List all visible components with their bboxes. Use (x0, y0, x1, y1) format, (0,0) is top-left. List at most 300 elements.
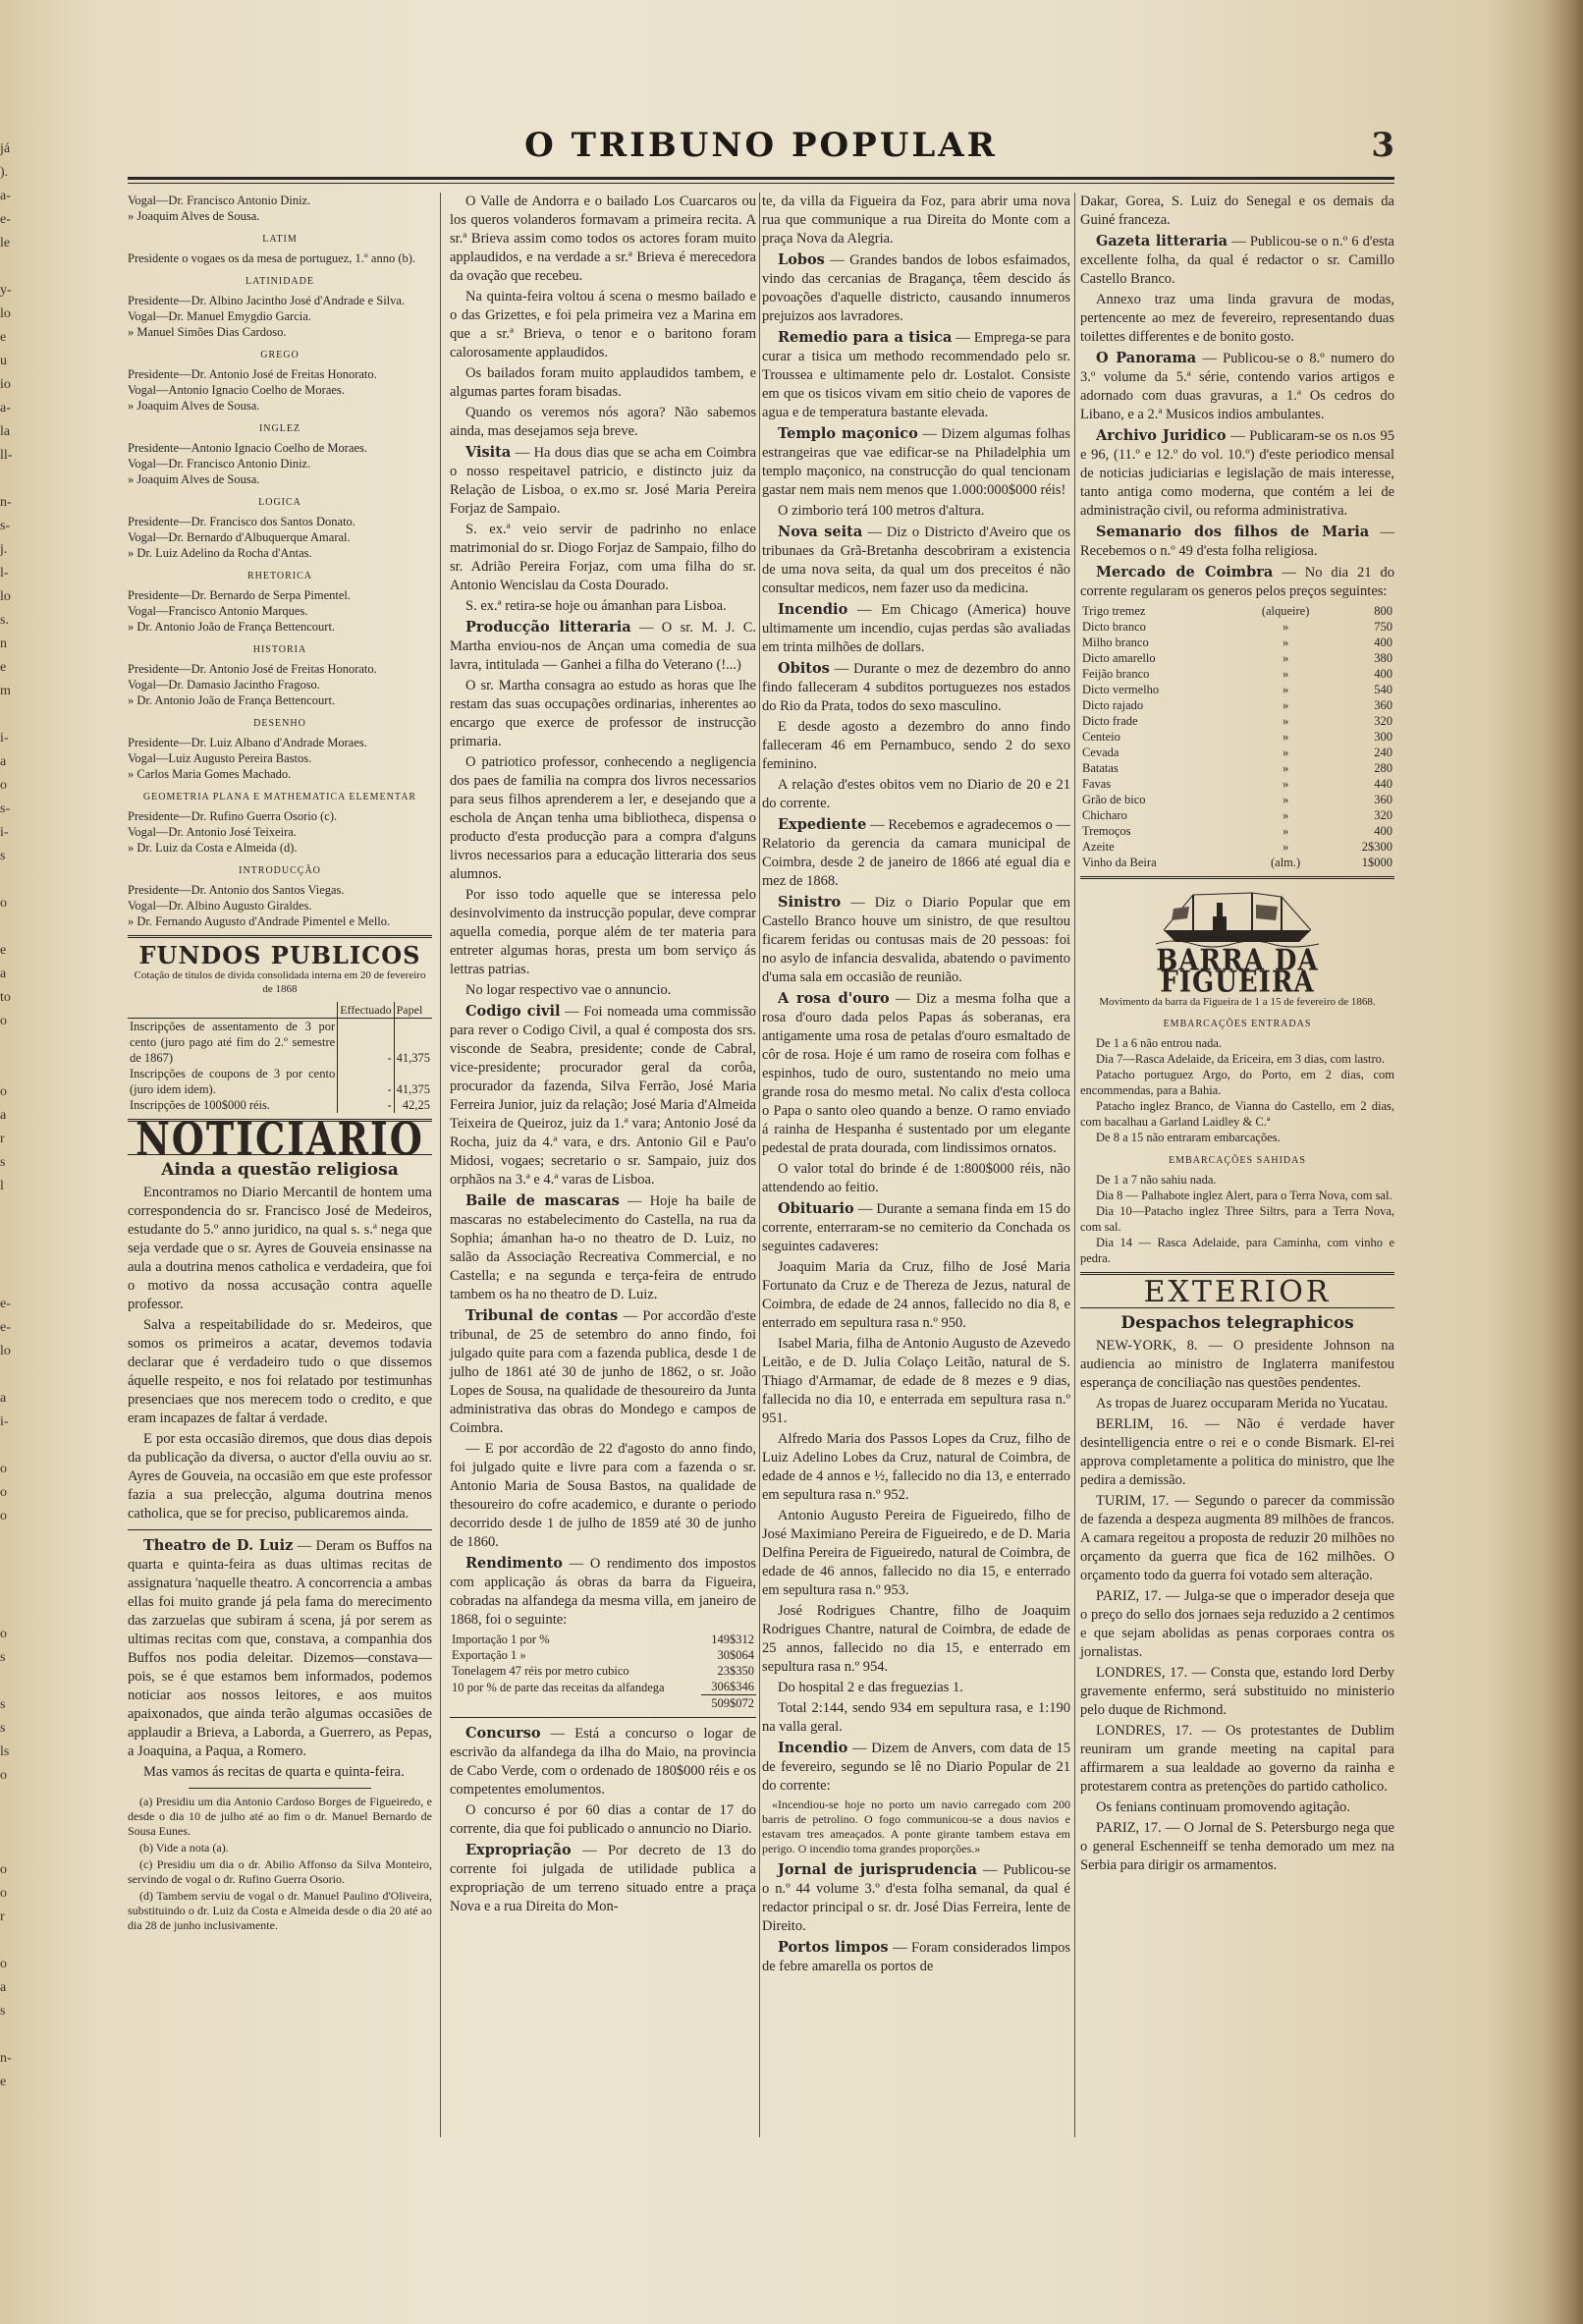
strip-fragment: lo (0, 1344, 11, 1358)
article-paragraph: Os bailados foram muito applaudidos tambem, e algumas partes foram bisadas. (450, 365, 756, 400)
table-row (128, 1066, 432, 1097)
section-label-inglez: INGLEZ (258, 423, 301, 434)
table-row (1080, 682, 1394, 697)
table-row (1080, 760, 1394, 776)
price-unit: » (1282, 746, 1289, 759)
table-row (1080, 697, 1394, 713)
telegram-paragraph: PARIZ, 17. — Julga-se que o imperador deseja que o preço do sello dos jornaes seja reduzido a 2 centimos e que sejam abolidas as penas corporaes contra os jornalistas. (1080, 1588, 1394, 1660)
price-price: 360 (1374, 793, 1392, 806)
strip-fragment: a (0, 1391, 7, 1406)
article-heading: A rosa d'ouro (778, 990, 890, 1007)
article-paragraph (1080, 563, 1394, 601)
strip-fragment: i- (0, 1414, 9, 1429)
column-4 (1080, 193, 1394, 2157)
article-heading: Obituario (778, 1200, 854, 1217)
article-text: — Foram considerados limpos de febre amarella os portos de (762, 1940, 1070, 1974)
price-unit: » (1282, 840, 1289, 854)
strip-fragment: u (0, 354, 7, 368)
article-text: — Publicou-se o n.º 44 volume 3.º d'esta folha semanal, da qual é redactor principal o sr. dr. José Dias Ferreira, lente de Direito. (762, 1862, 1071, 1934)
section-label-rhetorica: RHETORICA (246, 571, 313, 581)
jury-line: Presidente—Dr. Albino Jacintho José d'Andrade e Silva. (128, 294, 406, 307)
article-paragraph (762, 893, 1070, 987)
article-paragraph (762, 815, 1070, 891)
strip-fragment: s- (0, 802, 11, 816)
strip-fragment: r (0, 1132, 5, 1146)
table-row (450, 1679, 756, 1695)
strip-fragment: n (0, 636, 7, 651)
price-unit: » (1282, 730, 1289, 744)
strip-fragment: já (0, 141, 11, 156)
article-paragraph: O sr. Martha consagra ao estudo as horas que lhe restam das suas occupações ordinarias, inherentes ao encargo que exerce de professor de instrucção primaria. (450, 678, 756, 749)
list-item: Dia 7—Rasca Adelaide, da Ericeira, em 3 dias, com lastro. (1096, 1052, 1385, 1066)
article-paragraph: Na quinta-feira voltou á scena o mesmo bailado e o das Grizettes, e foi pela primeira vez a Marina em que a sr.ª Brieva, o tenor e o baritono foram calorosamente applaudidos. (450, 289, 756, 360)
fundos-subtitle: Cotação de titulos de divida consolidada interna em 20 de fevereiro de 1868 (134, 969, 426, 995)
table-row (1080, 776, 1394, 792)
jury-line: Vogal—Dr. Antonio José Teixeira. (128, 825, 297, 839)
telegram-paragraph: LONDRES, 17. — Os protestantes de Dublim reuniram um grande meeting na capital para affirmarem a sua lealdade ao governo da rainha e protestarem contra as pretenções do partido catholico. (1080, 1723, 1394, 1795)
article-paragraph: Total 2:144, sendo 934 em sepultura rasa, e 1:190 na valla geral. (762, 1700, 1070, 1735)
strip-fragment: e- (0, 1297, 11, 1311)
jury-line: Presidente—Dr. Luiz Albano d'Andrade Moraes. (128, 736, 367, 749)
table-row (1080, 635, 1394, 650)
telegram-paragraph: BERLIM, 16. — Não é verdade haver desintelligencia entre o rei e o conde Bismark. El-rei approva completamente a politica do ministro, que lhe pedira a demissão. (1080, 1416, 1394, 1488)
article-heading: Archivo Juridico (1096, 427, 1227, 444)
jury-line: Presidente—Dr. Bernardo de Serpa Pimentel. (128, 588, 352, 602)
strip-fragment (0, 1198, 22, 1222)
table-row (1080, 745, 1394, 760)
divider (189, 1788, 371, 1789)
article-heading: Incendio (778, 601, 848, 618)
price-price: 440 (1374, 777, 1392, 791)
article-paragraph: te, da villa da Figueira da Foz, para abrir uma nova rua que communique a rua Direita do Monte com a praça Nova da Alegria. (762, 194, 1070, 247)
price-price: 300 (1374, 730, 1392, 744)
strip-fragment: r (0, 1909, 5, 1924)
article-paragraph: Mas vamos ás recitas de quarta e quinta-feira. (143, 1764, 405, 1780)
article-paragraph (762, 1938, 1070, 1976)
ornament-rule (128, 935, 432, 938)
price-price: 320 (1374, 808, 1392, 822)
row-label: Inscripções de coupons de 3 por cento (juro idem idem). (130, 1067, 336, 1096)
jury-line: Vogal—Francisco Antonio Marques. (128, 604, 308, 618)
article-paragraph (1080, 523, 1394, 561)
price-item: Dicto branco (1082, 620, 1146, 634)
row-eff: - (338, 1066, 394, 1097)
price-item: Favas (1082, 777, 1112, 791)
article-paragraph (450, 1724, 756, 1799)
strip-fragment: l- (0, 566, 9, 581)
sahidas-label: EMBARCAÇÕES SAHIDAS (1169, 1155, 1306, 1166)
price-item: Dicto frade (1082, 714, 1138, 728)
jury-line: Vogal—Dr. Francisco Antonio Diniz. (128, 457, 311, 470)
footnote: (a) Presidiu um dia Antonio Cardoso Borges de Figueiredo, e desde o dia 10 de julho até ao fim o dr. Manuel Bernardo de Sousa Eunes. (128, 1795, 432, 1838)
price-price: 400 (1374, 824, 1392, 838)
strip-fragment (0, 1599, 22, 1623)
article-paragraph (1080, 232, 1394, 289)
strip-fragment (0, 1835, 22, 1858)
article-paragraph (450, 618, 756, 675)
article-heading: Nova seita (778, 524, 863, 540)
article-heading: O Panorama (1096, 350, 1197, 366)
article-paragraph (762, 600, 1070, 657)
list-item: De 8 a 15 não entraram embarcações. (1096, 1131, 1281, 1144)
column-3 (762, 193, 1070, 2157)
row-value: 306$346 (701, 1679, 756, 1695)
article-heading: Concurso (465, 1725, 541, 1742)
article-paragraph (450, 443, 756, 519)
strip-fragment: e- (0, 212, 11, 227)
table-row-total (450, 1695, 756, 1712)
strip-fragment: lo (0, 306, 11, 321)
article-paragraph: E por esta occasião diremos, que dous dias depois da publicação da diversa, o auctor d'ella ouviu ao sr. Ayres de Gouveia, na occasião em que este professor fazia a sua prelecção, alguma doutrina menos catholica, que se for preciso, publicaremos ainda. (128, 1431, 432, 1522)
article-heading: Remedio para a tisica (778, 329, 953, 346)
strip-fragment: s. (0, 613, 9, 628)
strip-fragment: o (0, 778, 7, 793)
page-number: 3 (1371, 126, 1394, 165)
price-price: 360 (1374, 698, 1392, 712)
price-item: Trigo tremez (1082, 604, 1146, 618)
article-paragraph: Joaquim Maria da Cruz, filho de José Maria Fortunato da Cruz e de Thereza de Jezus, natural de Coimbra, de edade de 24 annos, fallecido no dia 8, e enterrado em sepultura rasa n.º 950. (762, 1259, 1070, 1331)
section-label-logica: LOGICA (258, 497, 301, 508)
article-text: — Foi nomeada uma commissão para rever o Codigo Civil, a qual é composta dos srs. visconde de Seabra, presidente; conde de Cabral, vice-presidente; procurador geral da corôa, procurador da fazenda, Silva Ferrão, José Maria Ferreira Junior, juiz da relação; José Maria d'Almeida Teixeira de Queiroz, juiz da 1.ª vara; Antonio José da Rocha, juiz da 4.ª vara, e drs. Antonio Gil e Pau'o Midosi, vogaes; secretario o sr. Sampaio, juiz dos orphãos na 3.ª e 4.ª varas de Lisboa. (450, 1004, 757, 1188)
quoted-telegram: «Incendiou-se hoje no porto um navio carregado com 200 barris de petrolino. O fogo communicou-se a dous navios e estavam tres ameaçados. A ponte girante tambem estava em perigo. O incendio toma grandes proporções.» (762, 1798, 1070, 1855)
row-papel: 41,375 (394, 1066, 432, 1097)
jury-line: » Dr. Luiz da Costa e Almeida (d). (128, 841, 298, 855)
telegram-paragraph: LONDRES, 17. — Consta que, estando lord Derby gravemente enfermo, será substituido no ministerio pelo duque de Richmond. (1080, 1665, 1394, 1718)
price-item: Grão de bico (1082, 793, 1146, 806)
masthead-title: O TRIBUNO POPULAR (524, 126, 998, 165)
price-unit: » (1282, 683, 1289, 696)
despachos-title: Despachos telegraphicos (1120, 1313, 1354, 1333)
jury-line: Presidente—Dr. Rufino Guerra Osorio (c). (128, 809, 338, 823)
list-item: De 1 a 7 não sahiu nada. (1096, 1173, 1217, 1187)
strip-fragment (0, 255, 22, 279)
article-heading: Jornal de jurisprudencia (778, 1861, 977, 1878)
section-label-introducao: INTRODUCÇÃO (239, 865, 321, 876)
strip-fragment: e- (0, 1320, 11, 1335)
price-item: Feijão branco (1082, 667, 1150, 681)
article-paragraph (762, 250, 1070, 326)
article-text: — Ha dous dias que se acha em Coimbra o nosso respeitavel patricio, e distincto juiz da Relação de Lisboa, o ex.mo sr. José Maria Pereira Forjaz de Sampaio. (450, 445, 757, 517)
strip-fragment: o (0, 1485, 7, 1500)
jury-line: Vogal—Dr. Manuel Emygdio Garcia. (128, 309, 311, 323)
article-text: — Por decreto de 13 do corrente foi julgada de utilidade publica a expropriação de um terreno situado entre a praça Nova e a rua Direita do Mon- (450, 1843, 757, 1914)
column-divider (1074, 193, 1075, 2137)
table-row (1080, 807, 1394, 823)
list-item: Dia 14 — Rasca Adelaide, para Caminha, com vinho e pedra. (1080, 1236, 1394, 1265)
price-unit: » (1282, 824, 1289, 838)
strip-fragment: a (0, 967, 7, 981)
row-value: 30$064 (717, 1648, 754, 1662)
ornament-rule (1080, 876, 1394, 879)
price-unit: » (1282, 620, 1289, 634)
jury-line: Vogal—Dr. Bernardo d'Albuquerque Amaral. (128, 530, 351, 544)
strip-fragment: ll- (0, 448, 13, 463)
strip-fragment (0, 1033, 22, 1057)
row-papel: 42,25 (394, 1097, 432, 1113)
section-label-historia: HISTORIA (252, 644, 307, 655)
article-heading: Expediente (778, 816, 867, 833)
strip-fragment: la (0, 424, 11, 439)
strip-fragment: to (0, 990, 11, 1005)
strip-fragment: o (0, 1768, 7, 1783)
row-eff: - (338, 1019, 394, 1067)
col-header-effectuado: Effectuado (338, 1002, 394, 1019)
header-rule-thin (128, 183, 1394, 184)
article-text: — No dia 21 do corrente regularam os generos pelos preços seguintes: (1080, 565, 1395, 599)
price-unit: » (1282, 808, 1289, 822)
row-label: 10 por % de parte das receitas da alfandega (452, 1680, 665, 1694)
col-header-papel: Papel (394, 1002, 432, 1019)
jury-line: » Dr. Luiz Adelino da Rocha d'Antas. (128, 546, 312, 560)
article-text: — Diz o Diario Popular que em Castello Branco houve um sinistro, de que resultou ficarem feridas ou contusas mais de 20 pessoas: foi no asylo de infancia desvalida, abatendo o pavimento d'uma sala em occasião de reunião. (762, 895, 1070, 985)
jury-line: » Carlos Maria Gomes Machado. (128, 767, 292, 781)
strip-fragment (0, 915, 22, 939)
strip-fragment (0, 1269, 22, 1293)
table-row (1080, 823, 1394, 839)
strip-fragment: a- (0, 189, 11, 203)
price-price: 280 (1374, 761, 1392, 775)
table-row (1080, 792, 1394, 807)
article-paragraph: Alfredo Maria dos Passos Lopes da Cruz, filho de Luiz Adelino Lobes da Cruz, natural de Coimbra, de edade de 4 annos e ½, fallecido no dia 13, e enterrado em sepultura rasa n.º 952. (762, 1431, 1070, 1503)
strip-fragment (0, 1222, 22, 1245)
article-text: — Publicaram-se os n.os 95 e 96, (11.º e 12.º do vol. 10.º) d'este periodico mensal de noticias judiciarias e legislação de mais interesse, tanto antiga como moderna, que contém a lei de administração civil, ou reforma administrativa. (1080, 428, 1395, 519)
article-paragraph: Annexo traz uma linda gravura de modas, pertencente ao mez de fevereiro, representando duas toilettes differentes e de bonito gosto. (1080, 292, 1394, 345)
article-paragraph: S. ex.ª veio servir de padrinho no enlace matrimonial do sr. Diogo Forjaz de Sampaio, filho do sr. Adrião Pereira Forjaz, com uma filha do sr. Antonio Wencislau da Costa Dourado. (450, 522, 756, 593)
price-item: Milho branco (1082, 636, 1149, 649)
article-paragraph (762, 424, 1070, 500)
price-price: 800 (1374, 604, 1392, 618)
list-item: Patacho inglez Branco, de Vianna do Castello, em 2 dias, com bacalhau a Garland Laidley & C.ª (1080, 1099, 1394, 1129)
jury-line: » Joaquim Alves de Sousa. (128, 209, 260, 223)
strip-fragment: e (0, 2075, 7, 2089)
row-label: Inscripções de assentamento de 3 por cento (juro pago até fim do 2.º semestre de 1867) (130, 1020, 336, 1065)
article-paragraph: Isabel Maria, filha de Antonio Augusto de Azevedo Leitão, e de D. Julia Colaço Leitão, natural de S. Thiago d'Armamar, de edade de 8 mezes e 9 dias, fallecida no dia 10, e enterrada em sepultura rasa n.º 951. (762, 1336, 1070, 1426)
strip-fragment: o (0, 1957, 7, 1971)
jury-line: Vogal—Dr. Francisco Antonio Diniz. (128, 194, 311, 207)
article-text: — O sr. M. J. C. Martha enviou-nos de Ançan uma comedia de sua lavra, intitulada — Ganhei a filha do Veterano (!...) (450, 620, 756, 673)
article-heading: Baile de mascaras (465, 1192, 620, 1209)
price-price: 400 (1374, 636, 1392, 649)
list-item: Dia 10—Patacho inglez Three Siltrs, para a Terra Nova, com sal. (1080, 1204, 1394, 1234)
article-paragraph (1080, 426, 1394, 521)
telegram-paragraph: As tropas de Juarez occuparam Merida no Yucatau. (1096, 1396, 1389, 1411)
strip-fragment: o (0, 1862, 7, 1877)
header-rule (128, 177, 1394, 180)
article-heading: Portos limpos (778, 1939, 889, 1956)
article-paragraph (762, 1739, 1070, 1796)
table-row (128, 1097, 432, 1113)
article-text: — Diz o Districto d'Aveiro que os tribunaes da Grã-Bretanha descobriram a existencia de uma nova seita, da qual um dos preceitos é não consultar medicos, nem fazer uso da medicina. (762, 525, 1071, 596)
price-price: 400 (1374, 667, 1392, 681)
price-unit: » (1282, 636, 1289, 649)
telegram-paragraph: PARIZ, 17. — O Jornal de S. Petersburgo nega que o general Eschenneiff se tenha demorado um mez na Serbia para dirigir os armamentos. (1080, 1820, 1394, 1873)
article-heading: Sinistro (778, 894, 842, 911)
article-text: — Durante o mez de dezembro do anno findo falleceram 4 subditos portuguezes nos estados do Rio da Prata, todos do sexo masculino. (762, 661, 1071, 714)
previous-page-strip (0, 138, 22, 2089)
table-row (1080, 650, 1394, 666)
section-label-desenho: DESENHO (253, 718, 306, 729)
column-1 (128, 193, 432, 2157)
strip-fragment (0, 2023, 22, 2047)
article-heading: Producção litteraria (465, 619, 631, 636)
price-table (1080, 603, 1394, 870)
price-price: 1$000 (1361, 856, 1392, 869)
price-item: Centeio (1082, 730, 1120, 744)
list-item: De 1 a 6 não entrou nada. (1096, 1036, 1223, 1050)
price-unit: » (1282, 651, 1289, 665)
price-item: Cevada (1082, 746, 1119, 759)
price-price: 240 (1374, 746, 1392, 759)
article-paragraph: Encontramos no Diario Mercantil de hontem uma correspondencia do sr. Francisco José de Medeiros, estudante do 5.º anno juridico, na qual s. s.ª nega que seja verdade que o sr. Ayres de Gouveia ensinasse na aula a doutrina menos catholica e verdadeira, que foi o motivo da nossa accusação contra aquelle professor. (128, 1185, 432, 1312)
strip-fragment: le (0, 236, 11, 250)
strip-fragment (0, 1363, 22, 1387)
list-item: Dia 8 — Palhabote inglez Alert, para o Terra Nova, com sal. (1096, 1189, 1392, 1202)
strip-fragment: o (0, 1462, 7, 1476)
article-paragraph: O patriotico professor, conhecendo a negligencia dos paes de familia na compra dos livros necessarios para seus filhos aprenderem a ler, e desejando que a eschola de Ançan tenha uma bibliotheca, dispensa o producto d'esta producção para a compra d'alguns livros necessarios para a educação litteraria dos seus alumnos. (450, 754, 756, 882)
row-papel: 41,375 (394, 1019, 432, 1067)
table-row (1080, 855, 1394, 870)
section-label-geometria: GEOMETRIA PLANA E MATHEMATICA ELEMENTAR (142, 792, 417, 802)
article-text: — Por accordão d'este tribunal, de 25 de setembro do anno findo, foi julgado quite para com a fazenda publica, desde 1 de julho de 1861 até 30 de junho de 1862, o sr. João Lopes de Sousa, na qualidade de thesoureiro da Junta administrativa das obras do Mondego e campos de Coimbra. (450, 1308, 756, 1436)
telegram-paragraph: Os fenians continuam promovendo agitação. (1096, 1799, 1350, 1815)
article-paragraph: O Valle de Andorra e o bailado Los Cuarcaros ou los queros volanderos formavam a primeira recita. A sr.ª Brieva assim como todos os actores foram muito applaudidos, e na verdade a sr.ª Brieva é merecedora da ovação que recebeu. (450, 194, 756, 284)
table-row (1080, 839, 1394, 855)
row-label: Tonelagem 47 réis por metro cubico (452, 1664, 629, 1678)
row-label: Exportação 1 » (452, 1648, 526, 1662)
strip-fragment: y- (0, 283, 12, 298)
strip-fragment: a (0, 754, 7, 769)
section-label-latim: LATIM (262, 234, 298, 245)
price-unit: » (1282, 698, 1289, 712)
jury-line: Vogal—Antonio Ignacio Coelho de Moraes. (128, 383, 345, 397)
table-row (450, 1663, 756, 1679)
table-row (450, 1632, 756, 1647)
article-paragraph (450, 1554, 756, 1630)
price-price: 750 (1374, 620, 1392, 634)
article-text: — Publicou-se o 8.º numero do 3.º volume da 5.ª série, contendo varios artigos e adornado com duas gravuras, a 1.ª Os cedros do Libano, e a 2.ª Musicos indios ambulantes. (1080, 351, 1394, 422)
strip-fragment: a (0, 1108, 7, 1123)
strip-fragment: ls (0, 1744, 10, 1759)
price-item: Dicto amarello (1082, 651, 1156, 665)
price-unit: (alqueire) (1261, 604, 1310, 618)
article-paragraph: José Rodrigues Chantre, filho de Joaquim Rodrigues Chantre, natural de Coimbra, de edade de 25 annos, fallecido no dia 15, e enterrado em sepultura rasa n.º 954. (762, 1603, 1070, 1675)
article-paragraph: O concurso é por 60 dias a contar de 17 do corrente, dia que foi publicado o annuncio no Diario. (450, 1802, 756, 1837)
strip-fragment: o (0, 1627, 7, 1641)
price-unit: » (1282, 714, 1289, 728)
strip-fragment: j. (0, 542, 8, 557)
article-paragraph (450, 1306, 756, 1438)
noticiario-title: NOTICIARIO (136, 1112, 424, 1166)
article-text: — Recebemos o n.º 49 d'esta folha religiosa. (1080, 525, 1394, 559)
strip-fragment: e (0, 330, 7, 345)
price-item: Chicharo (1082, 808, 1127, 822)
price-unit: (alm.) (1271, 856, 1301, 869)
price-unit: » (1282, 667, 1289, 681)
article-heading: Codigo civil (465, 1003, 561, 1020)
strip-fragment: a (0, 1980, 7, 1995)
article-paragraph (762, 989, 1070, 1158)
table-row (128, 1019, 432, 1067)
strip-fragment (0, 1245, 22, 1269)
jury-line: Presidente o vogaes os da mesa de portuguez, 1.º anno (b). (128, 251, 416, 265)
section-label-latinidade: LATINIDADE (246, 276, 314, 287)
article-text: — Dizem de Anvers, com data de 15 de fevereiro, segundo se lê no Diario Popular de 21 do corrente: (762, 1741, 1071, 1794)
strip-fragment: io (0, 377, 11, 392)
article-paragraph (762, 1199, 1070, 1256)
article-paragraph: Salva a respeitabilidade do sr. Medeiros, que somos os primeiros a acatar, devemos todavia declarar que é verdadeiro tudo o que dissemos áquelle respeito, e nos foi relatado por testimunhas presenciaes que nos merecem todo o credito, e que eram incapazes de faltar á verdade. (128, 1317, 432, 1426)
article-heading: Expropriação (465, 1842, 572, 1858)
article-paragraph (450, 1841, 756, 1916)
telegram-paragraph: TURIM, 17. — Segundo o parecer da commissão de fazenda a despeza augmenta 89 milhões de francos. A camara regeitou a proposta de reduzir 20 milhões no orçamento da guerra que fica de 162 milhões. O orçamento todo da guerra foi votado sem alteração. (1080, 1493, 1394, 1583)
article-paragraph: Do hospital 2 e das freguezias 1. (778, 1680, 963, 1695)
price-item: Vinho da Beira (1082, 856, 1157, 869)
article-heading: Semanario dos filhos de Maria (1096, 524, 1370, 540)
strip-fragment: o (0, 1084, 7, 1099)
strip-fragment (0, 1670, 22, 1693)
article-paragraph: Quando os veremos nós agora? Não sabemos ainda, mas desejamos seja breve. (450, 405, 756, 439)
column-2 (450, 193, 756, 2157)
article-paragraph: S. ex.ª retira-se hoje ou ámanhan para Lisboa. (465, 598, 727, 614)
article-paragraph: O valor total do brinde é de 1:800$000 réis, não attendendo ao feitio. (762, 1161, 1070, 1195)
ship-icon (1154, 889, 1321, 946)
jury-line: Vogal—Luiz Augusto Pereira Bastos. (128, 751, 312, 765)
strip-fragment (0, 868, 22, 892)
strip-fragment: lo (0, 589, 11, 604)
divider (128, 1529, 432, 1530)
strip-fragment (0, 1552, 22, 1576)
price-item: Azeite (1082, 840, 1115, 854)
strip-fragment (0, 1788, 22, 1811)
article-heading: Rendimento (465, 1555, 563, 1572)
article-text: — Está a concurso o logar de escrivão da alfandega da ilha do Maio, na provincia de Cabo Verde, com o ordenado de 180$000 réis e os competentes emolumentos. (450, 1726, 756, 1798)
article-heading: Tribunal de contas (465, 1307, 619, 1324)
price-unit: » (1282, 777, 1289, 791)
article-paragraph: — E por accordão de 22 d'agosto do anno findo, foi julgado quite e livre para com a fazenda o sr. Antonio Maria de Sousa Bastos, na qualidade de thesoureiro do cofre academico, e durante o periodo decorrido desde 1 de julho de 1859 até 30 de junho de 1860. (450, 1441, 756, 1550)
price-item: Dicto vermelho (1082, 683, 1160, 696)
strip-fragment (0, 1528, 22, 1552)
row-total: 509$072 (711, 1696, 754, 1710)
strip-fragment: m (0, 684, 11, 698)
section-label-grego: GREGO (260, 350, 300, 360)
footnote: (b) Vide a nota (a). (139, 1841, 229, 1854)
strip-fragment: s (0, 1155, 6, 1170)
strip-fragment: s (0, 1721, 6, 1736)
exterior-title: EXTERIOR (1143, 1275, 1332, 1309)
article-paragraph: No logar respectivo vae o annuncio. (465, 982, 672, 998)
row-eff: - (338, 1097, 394, 1113)
article-text: — Diz a mesma folha que a rosa d'ouro dada pelos Papas ás soberanas, era antigamente uma rosa de petalas d'ouro esmaltado de côr de rosa. Hoje é um ramo de roseira com folhas e espinhos, tudo de ouro, sustentando no meio uma grande rosa do mesmo metal. No calix d'esta colloca o Papa o santo oleo quando a benze. O ramo enviado á rainha de Hespanha é sustentado por um elegante pedestal de prata dourada, com lindissimos ornatos. (762, 991, 1070, 1156)
jury-line: » Dr. Antonio João de França Bettencourt. (128, 620, 336, 634)
footnote: (d) Tambem serviu de vogal o dr. Manuel Paulino d'Oliveira, substituindo o dr. Luiz da Costa e Almeida desde o dia 20 até ao dia 28 de junho inclusivamente. (128, 1889, 432, 1932)
price-item: Tremoços (1082, 824, 1131, 838)
article-paragraph (762, 328, 1070, 422)
price-item: Batatas (1082, 761, 1119, 775)
row-value: 149$312 (711, 1632, 754, 1646)
strip-fragment: n- (0, 495, 12, 510)
article-text: — Emprega-se para curar a tisica um methodo recommendado pelo sr. Troussea e ultimamente pelo dr. Lostalot. Consiste em que os tisicos vivam em sitio cheio de vapores de agua e de temperatura bastante elevada. (762, 330, 1071, 420)
entradas-label: EMBARCAÇÕES ENTRADAS (1163, 1019, 1312, 1029)
page-header (128, 126, 1394, 173)
article-paragraph (762, 523, 1070, 598)
article-heading: Mercado de Coimbra (1096, 564, 1274, 581)
article-paragraph: E desde agosto a dezembro do anno findo falleceram 46 em Pernambuco, sendo 2 do sexo feminino. (762, 719, 1070, 772)
strip-fragment: o (0, 896, 7, 911)
barra-subtitle: Movimento da barra da Figueira de 1 a 15 de fevereiro de 1868. (1099, 996, 1376, 1008)
jury-line: » Dr. Fernando Augusto d'Andrade Pimentel e Mello. (128, 914, 391, 928)
rendimento-table (450, 1632, 756, 1711)
strip-fragment (0, 1057, 22, 1080)
article-paragraph (128, 1536, 432, 1761)
